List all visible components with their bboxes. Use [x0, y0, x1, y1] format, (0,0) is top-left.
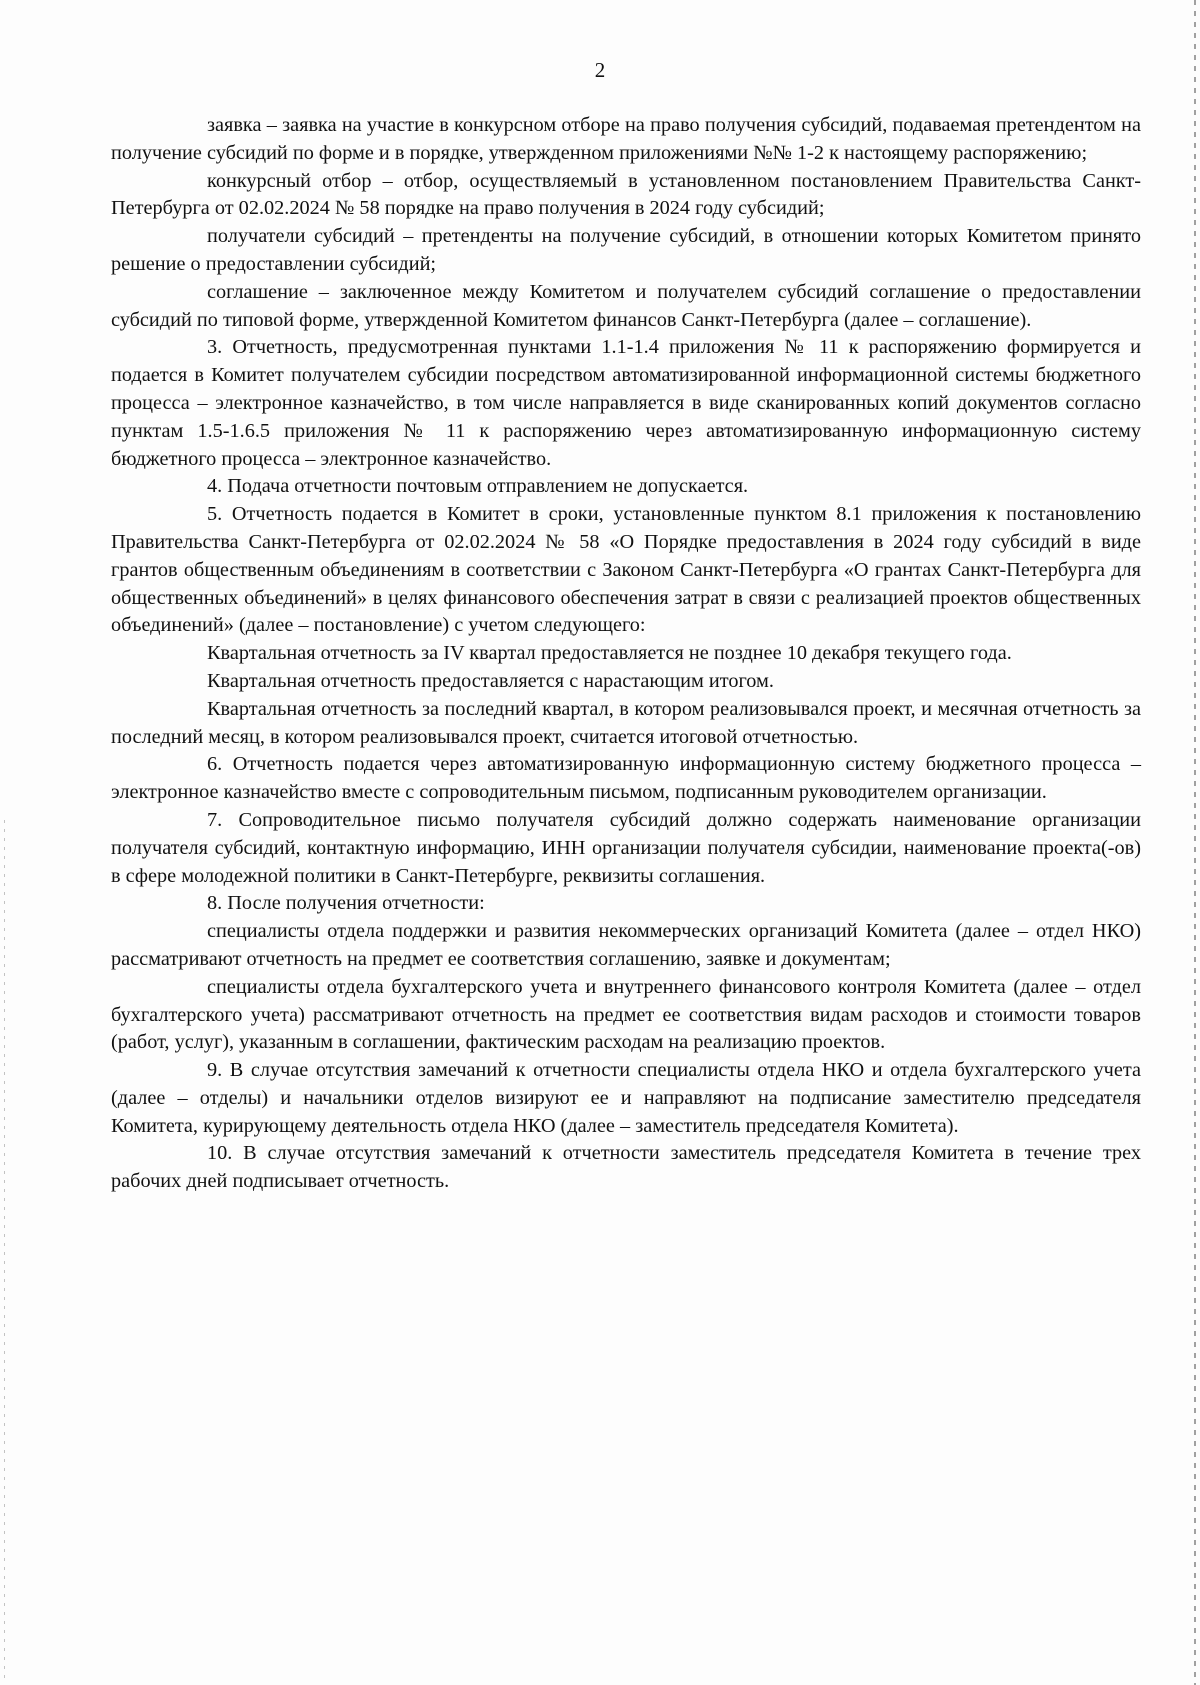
paragraph-soglashenie-definition: соглашение – заключенное между Комитетом и получателем субсидий соглашение о предоставлении субсидий по типовой форме, утвержденной Комитетом финансов Санкт-Петербурга (далее – соглашение).	[111, 280, 1141, 331]
paragraph-clause-3: 3. Отчетность, предусмотренная пунктами 1.1-1.4 приложения № 11 к распоряжению формируется и подается в Комитет получателем субсидии посредством автоматизированной информационной системы бюджетного процесса – электронное казначейство, в том числе направляется в виде сканированных копий документов согласно пунктам 1.5-1.6.5 приложения № 11 к распоряжению через автоматизированную информационную систему бюджетного процесса – электронное казначейство.	[111, 336, 1141, 470]
paragraph-clause-6: 6. Отчетность подается через автоматизированную информационную систему бюджетного процесса – электронное казначейство вместе с сопроводительным письмом, подписанным руководителем организации.	[111, 753, 1141, 804]
page-number: 2	[594, 58, 606, 82]
paragraph-zayavka-definition: заявка – заявка на участие в конкурсном отборе на право получения субсидий, подаваемая претендентом на получение субсидий по форме и в порядке, утвержденном приложениями №№ 1-2 к настоящему распоряжению;	[111, 114, 1141, 164]
paragraph-quarter-iv-deadline: Квартальная отчетность за IV квартал предоставляется не позднее 10 декабря текущего года.	[207, 642, 1012, 665]
paragraph-clause-4: 4. Подача отчетности почтовым отправлением не допускается.	[207, 475, 749, 498]
scan-edge-left	[4, 820, 5, 1680]
document-body	[111, 112, 1141, 1196]
paragraph-clause-5: 5. Отчетность подается в Комитет в сроки, установленные пунктом 8.1 приложения к постановлению Правительства Санкт-Петербурга от 02.02.2024 № 58 «О Порядке предоставления в 2024 году субсидий в виде грантов общественным объединениям в соответствии с Законом Санкт-Петербурга «О грантах Санкт-Петербурга для общественных объединений» в целях финансового обеспечения затрат в связи с реализацией проектов общественных объединений» (далее – постановление) с учетом следующего:	[111, 503, 1141, 637]
paragraph-clause-9: 9. В случае отсутствия замечаний к отчетности специалисты отдела НКО и отдела бухгалтерского учета (далее – отделы) и начальники отделов визируют ее и направляют на подписание заместителю председателя Комитета, курирующему деятельность отдела НКО (далее – заместитель председателя Комитета).	[111, 1059, 1141, 1137]
paragraph-cumulative-reporting: Квартальная отчетность предоставляется с нарастающим итогом.	[207, 669, 774, 692]
paragraph-final-reporting: Квартальная отчетность за последний квартал, в котором реализовывался проект, и месячная отчетность за последний месяц, в котором реализовывался проект, считается итоговой отчетностью.	[111, 697, 1141, 748]
paragraph-clause-7: 7. Сопроводительное письмо получателя субсидий должно содержать наименование организации получателя субсидий, контактную информацию, ИНН организации получателя субсидии, наименование проекта(-ов) в сфере молодежной политики в Санкт-Петербурге, реквизиты соглашения.	[111, 808, 1141, 887]
paragraph-accounting-department-review: специалисты отдела бухгалтерского учета и внутреннего финансового контроля Комитета (далее – отдел бухгалтерского учета) рассматривают отчетность на предмет ее соответствия видам расходов и стоимости товаров (работ, услуг), указанным в соглашении, фактическим расходам на реализацию проектов.	[111, 975, 1141, 1054]
scan-edge-right	[1194, 0, 1196, 1685]
paragraph-poluchateli-definition: получатели субсидий – претенденты на получение субсидий, в отношении которых Комитетом принято решение о предоставлении субсидий;	[111, 225, 1141, 275]
paragraph-konkursnyi-otbor-definition: конкурсный отбор – отбор, осуществляемый в установленном постановлением Правительства Санкт-Петербурга от 02.02.2024 № 58 порядке на право получения в 2024 году субсидий;	[111, 169, 1141, 220]
paragraph-clause-10: 10. В случае отсутствия замечаний к отчетности заместитель председателя Комитета в течение трех рабочих дней подписывает отчетность.	[111, 1142, 1141, 1193]
paragraph-clause-8: 8. После получения отчетности:	[207, 892, 485, 915]
paragraph-nko-department-review: специалисты отдела поддержки и развития некоммерческих организаций Комитета (далее – отдел НКО) рассматривают отчетность на предмет ее соответствия соглашению, заявке и документам;	[111, 920, 1141, 970]
